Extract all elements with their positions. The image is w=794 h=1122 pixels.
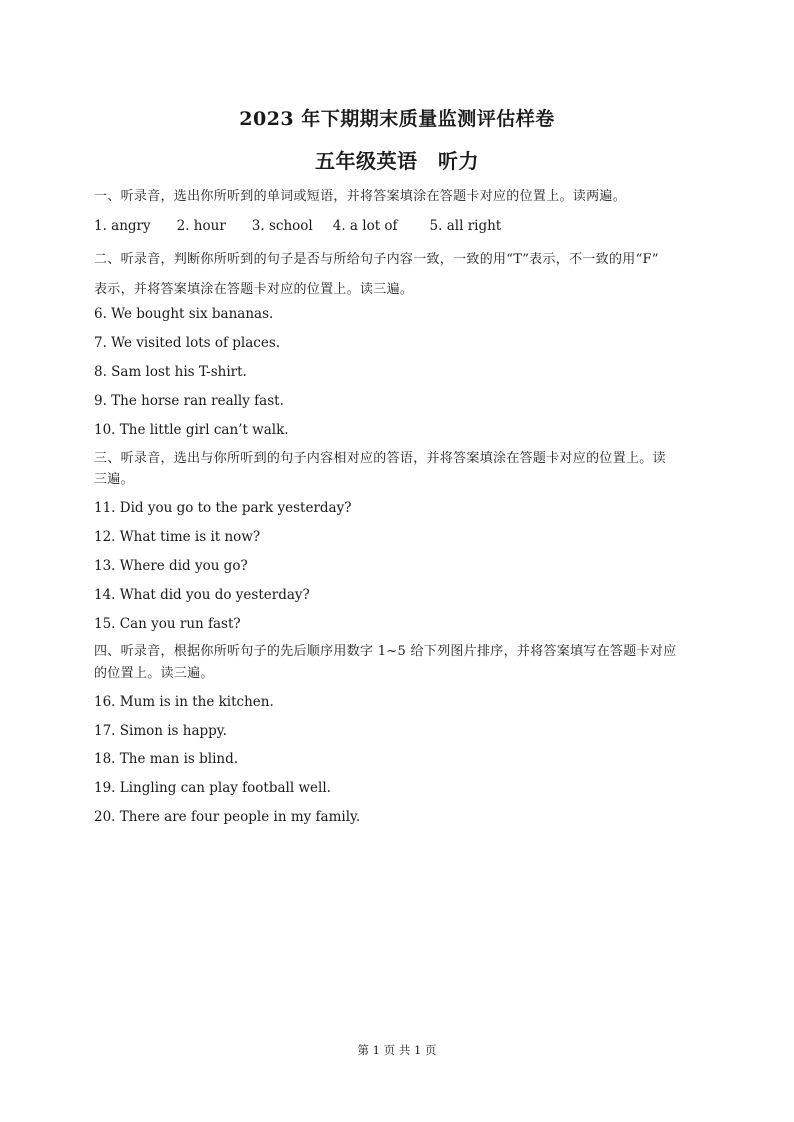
option-item: 5. all right	[429, 218, 502, 234]
list-item: 14. What did you do yesterday?	[94, 587, 310, 603]
list-item: 20. There are four people in my family.	[94, 809, 361, 825]
exam-subtitle: 五年级英语 听力	[315, 149, 479, 173]
section4-instruction-line2: 的位置上。读三遍。	[94, 666, 214, 681]
list-item: 18. The man is blind.	[94, 751, 239, 767]
list-item: 11. Did you go to the park yesterday?	[94, 500, 352, 516]
section3-instruction-line2: 三遍。	[94, 472, 134, 487]
option-item: 4. a lot of	[332, 218, 398, 234]
section1-instruction: 一、听录音，选出你所听到的单词或短语，并将答案填涂在答题卡对应的位置上。读两遍。	[94, 189, 627, 204]
list-item: 19. Lingling can play football well.	[94, 780, 331, 796]
section1-options	[94, 217, 706, 235]
list-item: 13. Where did you go?	[94, 558, 248, 574]
page-footer: 第 1 页 共 1 页	[357, 1043, 437, 1057]
option-item: 3. school	[251, 218, 313, 234]
list-item: 15. Can you run fast?	[94, 616, 241, 632]
section4-instruction-line1: 四、听录音，根据你所听句子的先后顺序用数字 1~5 给下列图片排序，并将答案填写在答题卡对应	[94, 644, 677, 659]
list-item: 16. Mum is in the kitchen.	[94, 694, 274, 710]
list-item: 6. We bought six bananas.	[94, 306, 274, 322]
list-item: 8. Sam lost his T-shirt.	[94, 364, 247, 380]
section2-instruction-line2: 表示，并将答案填涂在答题卡对应的位置上。读三遍。	[94, 282, 414, 297]
section2-instruction-line1: 二、听录音，判断你所听到的句子是否与所给句子内容一致，一致的用“T”表示，不一致的用“F”	[94, 252, 659, 267]
list-item: 17. Simon is happy.	[94, 723, 227, 739]
list-item: 9. The horse ran really fast.	[94, 393, 284, 409]
option-item: 2. hour	[176, 218, 226, 234]
option-item: 1. angry	[94, 218, 151, 234]
exam-title: 2023 年下期期末质量监测评估样卷	[239, 108, 555, 130]
list-item: 10. The little girl can’t walk.	[94, 422, 289, 438]
section3-instruction-line1: 三、听录音，选出与你所听到的句子内容相对应的答语，并将答案填涂在答题卡对应的位置上。读	[94, 451, 666, 466]
list-item: 12. What time is it now?	[94, 529, 261, 545]
list-item: 7. We visited lots of places.	[94, 335, 281, 351]
